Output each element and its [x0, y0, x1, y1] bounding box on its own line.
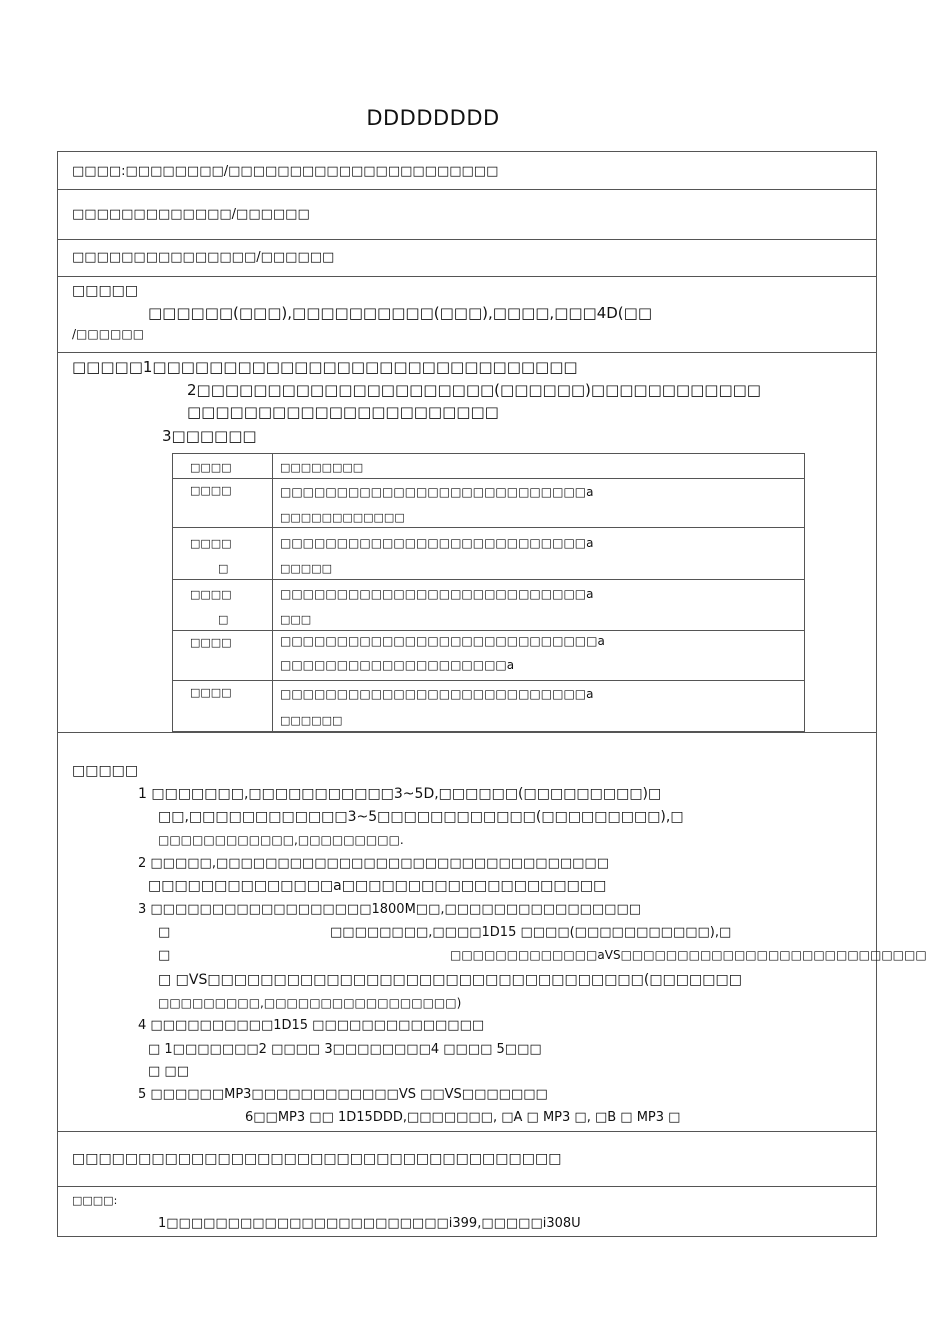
section-heading: □□□□□ — [72, 763, 139, 779]
section-text: □ □□ — [148, 1064, 189, 1079]
column-divider — [272, 453, 273, 732]
section-text: □□□□□□□□□□□□□aVS□□□□□□□□□□□□□□□□□□□□□□□□□□□ — [450, 948, 927, 962]
section-text: □□□□□□□□□□□□□□□□□□□□□□ — [187, 403, 499, 421]
table-cell: □□□□□□□□□□□□□□□□□□□□□□□□□□□a — [280, 485, 594, 499]
section-text: □ — [158, 925, 171, 940]
table-row-divider — [172, 527, 805, 528]
row-divider — [57, 1186, 877, 1187]
table-cell: □□□□□□ — [280, 714, 343, 727]
section-text: □□□□□□(□□□),□□□□□□□□□□(□□□),□□□□,□□□4D(□□ — [148, 304, 653, 322]
section-text: □□□□□□□□□□□□,□□□□□□□□□. — [158, 833, 404, 847]
section-text: 6□□MP3 □□ 1D15DDD,□□□□□□□, □A □ MP3 □, □B □ MP3 □ — [245, 1110, 681, 1125]
table-cell: □□□□ — [190, 636, 232, 649]
section-text: □□□□□□□□□,□□□□□□□□□□□□□□□□□) — [158, 996, 462, 1010]
row-divider — [57, 352, 877, 353]
row-divider — [57, 732, 877, 733]
table-row-divider — [172, 579, 805, 580]
table-cell: □□□□ — [190, 588, 232, 601]
section-text: □ — [158, 948, 171, 963]
table-cell: □□□□ — [190, 686, 232, 699]
table-cell: □□□□ — [190, 537, 232, 550]
row-divider — [57, 239, 877, 240]
section-text: □ □VS□□□□□□□□□□□□□□□□□□□□□□□□□□□□□□□□□(□□□□□□□ — [158, 972, 742, 988]
table-cell: □□□□ — [190, 484, 232, 497]
table-cell: □□□□□□□□□□□□ — [280, 511, 405, 524]
field-row-2: □□□□□□□□□□□□□/□□□□□□ — [72, 207, 310, 222]
table-row-divider — [172, 680, 805, 681]
section-text: □□□□□1□□□□□□□□□□□□□□□□□□□□□□□□□□□□□□ — [72, 358, 578, 376]
table-cell: □ — [218, 562, 229, 575]
table-cell: □□□□□□□□□□□□□□□□□□□□□□□□□□□a — [280, 687, 594, 701]
table-cell: □ — [218, 613, 229, 626]
row-divider — [57, 1131, 877, 1132]
section-text: 3 □□□□□□□□□□□□□□□□□□1800M□□,□□□□□□□□□□□□□□□□ — [138, 902, 642, 917]
table-cell: □□□□□ — [280, 562, 332, 575]
table-row-divider — [172, 630, 805, 631]
section-text: 2 □□□□□,□□□□□□□□□□□□□□□□□□□□□□□□□□□□□□□□ — [138, 856, 609, 871]
section-heading: □□□□□ — [72, 283, 139, 299]
table-cell: □□□□□□□□□□□□□□□□□□□□a — [280, 658, 515, 672]
field-row-3: □□□□□□□□□□□□□□□/□□□□□□ — [72, 250, 335, 265]
section-text: □□,□□□□□□□□□□□□3~5□□□□□□□□□□□□(□□□□□□□□□),□ — [158, 809, 684, 825]
field-row-1: □□□□:□□□□□□□□/□□□□□□□□□□□□□□□□□□□□□□ — [72, 164, 499, 179]
row-divider — [57, 276, 877, 277]
section-heading: □□□□: — [72, 1194, 118, 1207]
section-text: □ 1□□□□□□□2 □□□□ 3□□□□□□□□4 □□□□ 5□□□ — [148, 1042, 542, 1057]
table-header-cell: □□□□□□□□ — [280, 461, 364, 474]
section-text: 3□□□□□□ — [162, 427, 257, 445]
table-cell: □□□□□□□□□□□□□□□□□□□□□□□□□□□□a — [280, 634, 605, 648]
section-text: 1□□□□□□□□□□□□□□□□□□□□□□□i399,□□□□□i308U — [158, 1216, 581, 1231]
section-text: 5 □□□□□□MP3□□□□□□□□□□□□VS □□VS□□□□□□□ — [138, 1087, 548, 1102]
table-row-divider — [172, 478, 805, 479]
section-text: □□□□□□□□□□□□□□a□□□□□□□□□□□□□□□□□□□□ — [148, 878, 607, 894]
section-text: □□□□□□□□,□□□□1D15 □□□□(□□□□□□□□□□□),□ — [330, 925, 732, 940]
table-cell: □□□□□□□□□□□□□□□□□□□□□□□□□□□a — [280, 536, 594, 550]
document-title: DDDDDDDD — [366, 106, 500, 130]
section-text: 1 □□□□□□□,□□□□□□□□□□□3~5D,□□□□□□(□□□□□□□□□)□ — [138, 786, 662, 802]
section-text: 2□□□□□□□□□□□□□□□□□□□□□(□□□□□□)□□□□□□□□□□□□ — [187, 381, 761, 399]
table-header-cell: □□□□ — [190, 461, 232, 474]
table-cell: □□□□□□□□□□□□□□□□□□□□□□□□□□□a — [280, 587, 594, 601]
section-text: 4 □□□□□□□□□□1D15 □□□□□□□□□□□□□□ — [138, 1018, 485, 1033]
field-row-long: □□□□□□□□□□□□□□□□□□□□□□□□□□□□□□□□□□□□□ — [72, 1151, 562, 1167]
section-text: /□□□□□□ — [72, 327, 145, 341]
table-cell: □□□ — [280, 613, 312, 626]
row-divider — [57, 189, 877, 190]
